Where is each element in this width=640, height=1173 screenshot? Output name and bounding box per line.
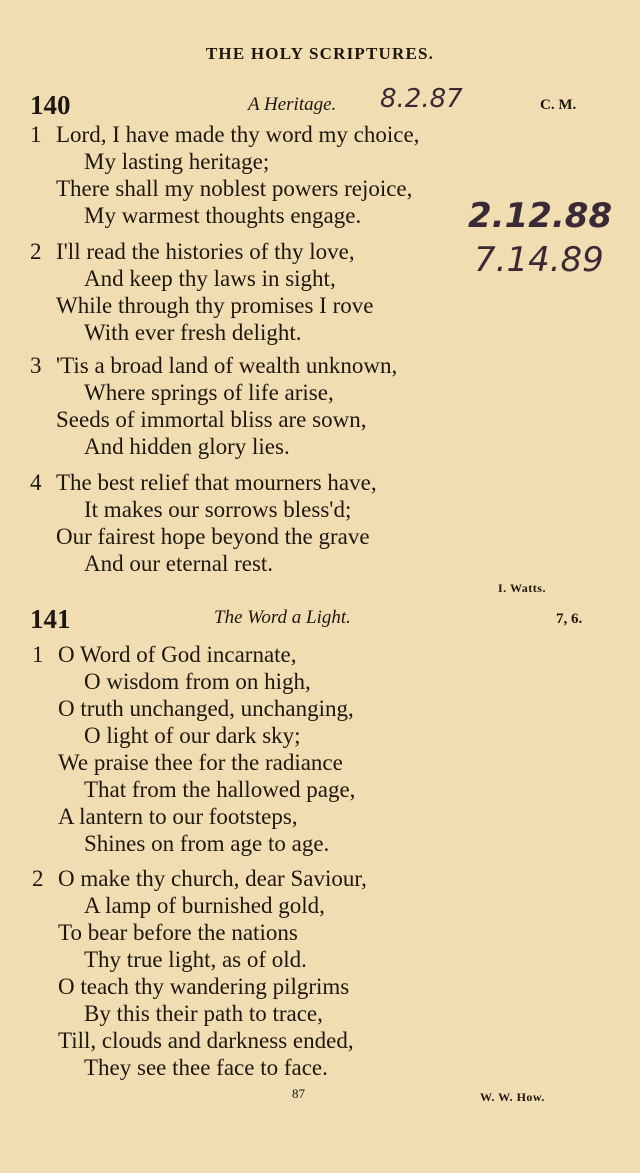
verse-line: My lasting heritage;	[84, 149, 270, 174]
verse-line: With ever fresh delight.	[84, 320, 302, 345]
hymn-meter: 7, 6.	[556, 611, 583, 627]
verse-line: O wisdom from on high,	[84, 669, 311, 694]
handwritten-date: 2.12.88	[468, 196, 613, 236]
verse-line: 'Tis a broad land of wealth unknown,	[56, 353, 398, 378]
verse-line: And hidden glory lies.	[84, 434, 290, 459]
verse-number: 3	[30, 353, 42, 378]
verse-line: Shines on from age to age.	[84, 831, 330, 856]
hymn-author: W. W. How.	[480, 1090, 545, 1104]
verse-line: They see thee face to face.	[84, 1055, 328, 1080]
verse-line: There shall my noblest powers rejoice,	[56, 176, 413, 201]
hymn-author: I. Watts.	[498, 581, 546, 595]
verse-line: My warmest thoughts engage.	[84, 203, 362, 228]
hymn-title: A Heritage.	[248, 94, 337, 115]
verse-line: Our fairest hope beyond the grave	[56, 524, 370, 549]
verse-line: The best relief that mourners have,	[56, 470, 377, 495]
hymn-title: The Word a Light.	[214, 607, 351, 628]
hymn-140-header	[0, 88, 640, 120]
verse-line: It makes our sorrows bless'd;	[84, 497, 352, 522]
verse-line: Lord, I have made thy word my choice,	[56, 122, 420, 147]
hymn-meter: C. M.	[540, 97, 577, 113]
hymn-number: 140	[30, 90, 71, 120]
verse-line: O light of our dark sky;	[84, 723, 301, 748]
hymn-141-header	[0, 602, 640, 634]
verse-line: O make thy church, dear Saviour,	[58, 866, 367, 891]
verse-line: That from the hallowed page,	[84, 777, 356, 802]
handwritten-date: 7.14.89	[474, 240, 604, 280]
verse-line: O truth unchanged, unchanging,	[58, 696, 354, 721]
verse-number: 1	[30, 122, 42, 147]
verse-line: Where springs of life arise,	[84, 380, 334, 405]
verse-line: O Word of God incarnate,	[58, 642, 297, 667]
verse-line: By this their path to trace,	[84, 1001, 323, 1026]
page-number: 87	[292, 1086, 305, 1101]
verse-number: 4	[30, 470, 42, 495]
verse-line: To bear before the nations	[58, 920, 298, 945]
verse-number: 2	[32, 866, 44, 891]
verse-number: 2	[30, 239, 42, 264]
verse-line: While through thy promises I rove	[56, 293, 374, 318]
verse-line: Seeds of immortal bliss are sown,	[56, 407, 367, 432]
verse-line: Thy true light, as of old.	[84, 947, 307, 972]
verse-line: I'll read the histories of thy love,	[56, 239, 355, 264]
verse-line: And keep thy laws in sight,	[84, 266, 336, 291]
verse-line: Till, clouds and darkness ended,	[58, 1028, 354, 1053]
verse-line: A lantern to our footsteps,	[58, 804, 298, 829]
hymn-number: 141	[30, 604, 71, 634]
handwritten-date: 8.2.87	[380, 84, 463, 114]
running-head: THE HOLY SCRIPTURES.	[205, 44, 435, 63]
verse-line: We praise thee for the radiance	[58, 750, 343, 775]
verse-line: O teach thy wandering pilgrims	[58, 974, 350, 999]
verse-number: 1	[32, 642, 44, 667]
verse-line: And our eternal rest.	[84, 551, 274, 576]
verse-line: A lamp of burnished gold,	[84, 893, 325, 918]
